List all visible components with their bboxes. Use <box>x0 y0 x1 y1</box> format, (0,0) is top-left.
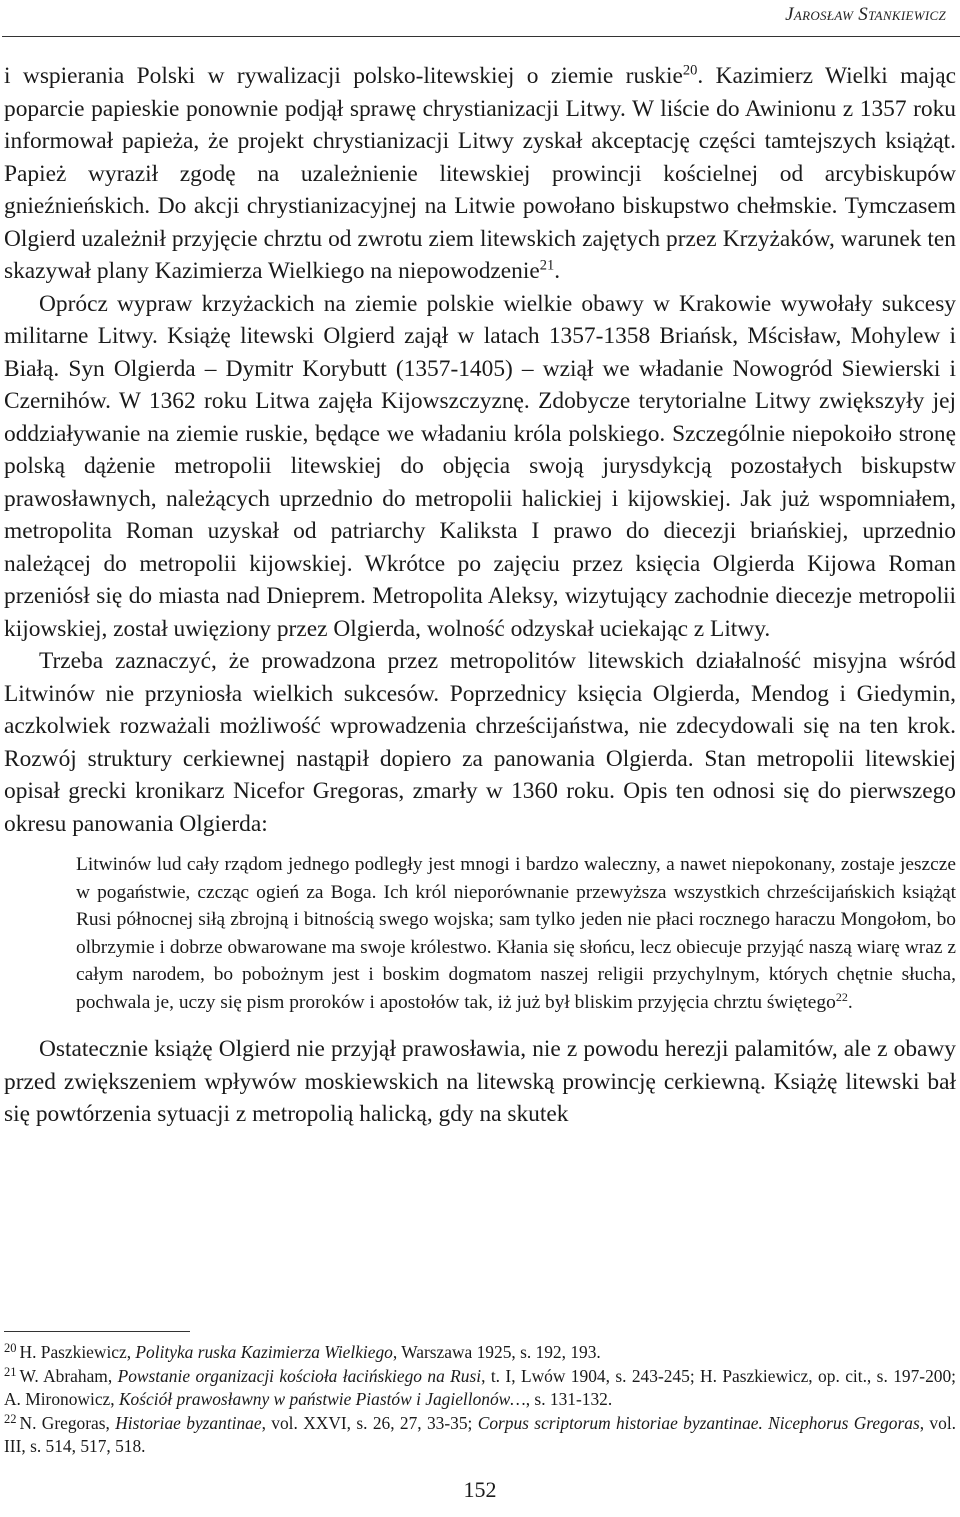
footnote-number: 20 <box>4 1341 17 1356</box>
text-run: W. Abraham, <box>19 1365 118 1386</box>
paragraph <box>4 645 956 840</box>
page-number: 152 <box>463 1477 497 1502</box>
text-run: Ostatecznie książę Olgierd nie przyjął prawosławia, nie z powodu herezji palamitów, ale z obawy przed zwiększeniem wpływów moskiewskich na litewską prowincję cerkiewną. Książę litewski bał się powtórzenia sytuacji z metropolią halicką, gdy na skutek <box>4 1036 956 1127</box>
footnote <box>4 1412 956 1459</box>
text-run: , Warszawa 1925, s. 192, 193. <box>392 1342 601 1362</box>
text-run: . Kazimierz Wielki mając poparcie papieskie ponownie podjął sprawę chrystianizacji Litwy. W liście do Awinionu z 1357 roku informował papieża, że projekt chrystianizacji Litwy zyskał akceptację części tamtejszych książąt. Papież wyraził zgodę na uzależnienie litewskiej prowincji kościelnej od arcybiskupów gnieźnieńskich. Do akcji chrystianizacyjnej na Litwie powołano biskupstwo chełmskie. Tymczasem Olgierd uzależnił przyjęcie chrztu od zwrotu ziem litewskich zajętych przez Krzyżaków, warunek ten skazywał plany Kazimierza Wielkiego na niepowodzenie <box>4 63 957 284</box>
text-run: , s. 131-132. <box>525 1389 613 1409</box>
footnote-number: 22 <box>4 1411 17 1426</box>
text-run: H. Paszkiewicz, <box>19 1342 136 1362</box>
italic-title: Powstanie organizacji kościoła łacińskiego na Rusi <box>117 1365 482 1386</box>
footnote-rule <box>4 1331 190 1332</box>
italic-title: Corpus scriptorum historiae byzantinae. Nicephorus Gregoras <box>477 1412 920 1433</box>
footnote-ref: 22 <box>835 989 848 1004</box>
footnote-text <box>20 1342 601 1362</box>
italic-title: Historiae byzantinae <box>115 1412 262 1433</box>
text-run: . <box>847 991 853 1013</box>
text-run: N. Gregoras, <box>19 1412 116 1433</box>
italic-title: Polityka ruska Kazimierza Wielkiego <box>135 1342 393 1362</box>
footnotes <box>4 1341 956 1459</box>
text-run: i wspierania Polski w rywalizacji polsko-litewskiej o ziemie ruskie <box>4 63 683 89</box>
footnote-ref: 21 <box>539 257 555 274</box>
main-text <box>4 60 956 1131</box>
footnote-ref: 20 <box>682 62 698 79</box>
text-run: Litwinów lud cały rządom jednego podległy jest mnogi i bardzo waleczny, a nawet niepokonany, zostaje jeszcze w pogaństwie, czcząc ogień za Boga. Ich król nieporównanie przewyższa wszystkich chrześcijańskich książąt Rusi północnej siłą zbrojną i bitnością swego wojska; sam tylko jeden nie płaci rocznego haraczu Mongołom, bo olbrzymie i dobrze obwarowane ma swoje królestwo. Kłania się słońcu, lecz obiecuje przyjąć naszą wiarę wraz z całym narodem, bo pobożnym jest i boskim dogmatom naszej religii przychylnym, których chętnie słucha, pochwala je, uczy się pism proroków i apostołów tak, iż już był bliskim przyjęcia chrztu świętego <box>76 854 956 1013</box>
paragraph <box>4 1033 956 1131</box>
footnote-text <box>4 1366 956 1410</box>
italic-title: Kościół prawosławny w państwie Piastów i Jagiellonów… <box>118 1389 526 1409</box>
text-run: , t. I, Lwów 1904, s. 243-245; H. Paszkiewicz, op. cit., s. 197-200; A. Mironowicz, <box>4 1365 956 1409</box>
paragraph <box>4 288 956 646</box>
footnote-text <box>4 1413 956 1457</box>
footnote <box>4 1365 956 1412</box>
block-quote <box>76 851 956 1016</box>
text-run: Oprócz wypraw krzyżackich na ziemie polskie wielkie obawy w Krakowie wywołały sukcesy militarne Litwy. Książę litewski Olgierd zajął w latach 1357-1358 Briańsk, Mścisław, Mohylew i Białą. Syn Olgierda – Dymitr Korybutt (1357-1405) – wziął we władanie Nowogród Siewierski i Czernihów. W 1362 roku Litwa zajęła Kijowszczyznę. Zdobycze terytorialne Litwy zwiększyły jej oddziaływanie na ziemie ruskie, będące we władaniu króla polskiego. Szczególnie niepokoiło stronę polską dążenie metropolii litewskiej do objęcia swoją jurysdykcją pozostałych biskupstw prawosławnych, należących uprzednio do metropolii halickiej i kijowskiej. Jak już wspomniałem, metropolita Roman uzyskał od patriarchy Kaliksta I prawo do diecezji briańskiej, uprzednio należącej do metropolii kijowskiej. Wkrótce po zajęciu przez księcia Olgierda Kijowa Roman przeniósł się do miasta nad Dnieprem. Metropolita Aleksy, wizytujący zachodnie diecezje metropolii kijowskiej, został uwięziony przez Olgierda, wolność odzyskał uciekając z Litwy. <box>4 290 956 642</box>
text-run: , vol. XXVI, s. 26, 27, 33-35; <box>261 1412 478 1433</box>
footnote-number: 21 <box>4 1364 17 1379</box>
text-run: Trzeba zaznaczyć, że prowadzona przez metropolitów litewskich działalność misyjna wśród Litwinów nie przyniosła wielkich sukcesów. Poprzednicy księcia Olgierda, Mendog i Giedymin, aczkolwiek rozważali możliwość wprowadzenia chrześcijaństwa, nie zdecydowali się na ten krok. Rozwój struktury cerkiewnej nastąpił dopiero za panowania Olgierda. Stan metropolii litewskiej opisał grecki kronikarz Nicefor Gregoras, zmarły w 1360 roku. Opis ten odnosi się do pierwszego okresu panowania Olgierda: <box>4 648 956 837</box>
running-header: Jarosław Stankiewicz <box>785 4 946 25</box>
text-run: , vol. III, s. 514, 517, 518. <box>4 1412 956 1456</box>
paragraph <box>4 60 956 288</box>
text-run: . <box>554 258 561 284</box>
footnote <box>4 1341 956 1365</box>
header-rule <box>2 36 960 37</box>
